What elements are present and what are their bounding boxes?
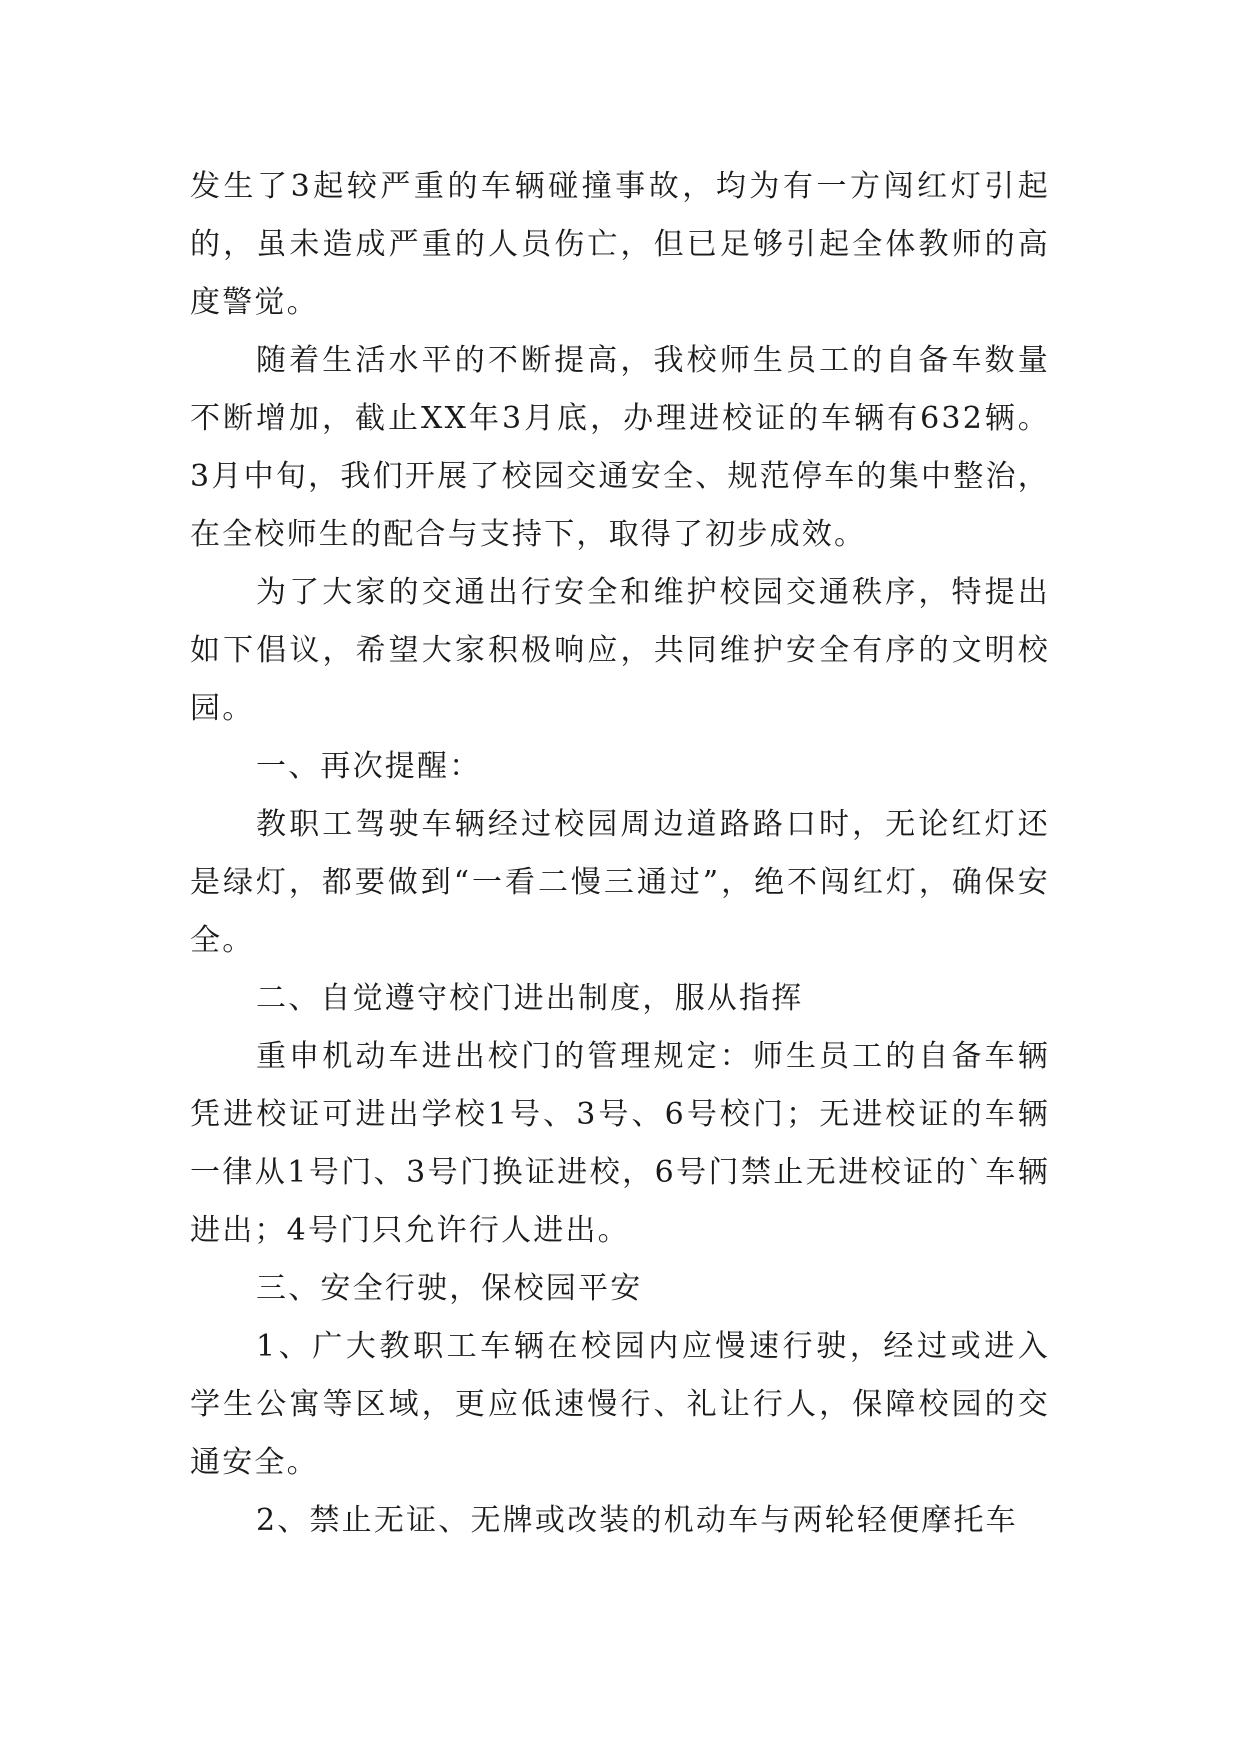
- section-heading-3: 三、安全行驶，保校园平安: [256, 1271, 643, 1306]
- paragraph-2: 随着生活水平的不断提高，我校师生员工的自备车数量不断增加，截止XX年3月底，办理进校证的车辆有632辆。3月中旬，我们开展了校园交通安全、规范停车的集中整治，在全校师生的配合与支持下，取得了初步成效。: [190, 343, 1050, 552]
- paragraph-5: 重申机动车进出校门的管理规定：师生员工的自备车辆凭进校证可进出学校1号、3号、6号校门；无进校证的车辆一律从1号门、3号门换证进校，6号门禁止无进校证的`车辆进出；4号门只允许行人进出。: [190, 1039, 1050, 1248]
- document-body: [190, 158, 1050, 1550]
- paragraph-3: 为了大家的交通出行安全和维护校园交通秩序，特提出如下倡议，希望大家积极响应，共同维护安全有序的文明校园。: [190, 575, 1050, 726]
- paragraph-4: 教职工驾驶车辆经过校园周边道路路口时，无论红灯还是绿灯，都要做到“一看二慢三通过”，绝不闯红灯，确保安全。: [190, 807, 1050, 958]
- section-heading-1: 一、再次提醒：: [256, 749, 482, 784]
- paragraph-1: 发生了3起较严重的车辆碰撞事故，均为有一方闯红灯引起的，虽未造成严重的人员伤亡，但已足够引起全体教师的高度警觉。: [190, 169, 1050, 320]
- section-heading-2: 二、自觉遵守校门进出制度，服从指挥: [256, 981, 804, 1016]
- paragraph-6: 1、广大教职工车辆在校园内应慢速行驶，经过或进入学生公寓等区域，更应低速慢行、礼让行人，保障校园的交通安全。: [190, 1329, 1050, 1480]
- paragraph-7: 2、禁止无证、无牌或改装的机动车与两轮轻便摩托车: [256, 1503, 1018, 1538]
